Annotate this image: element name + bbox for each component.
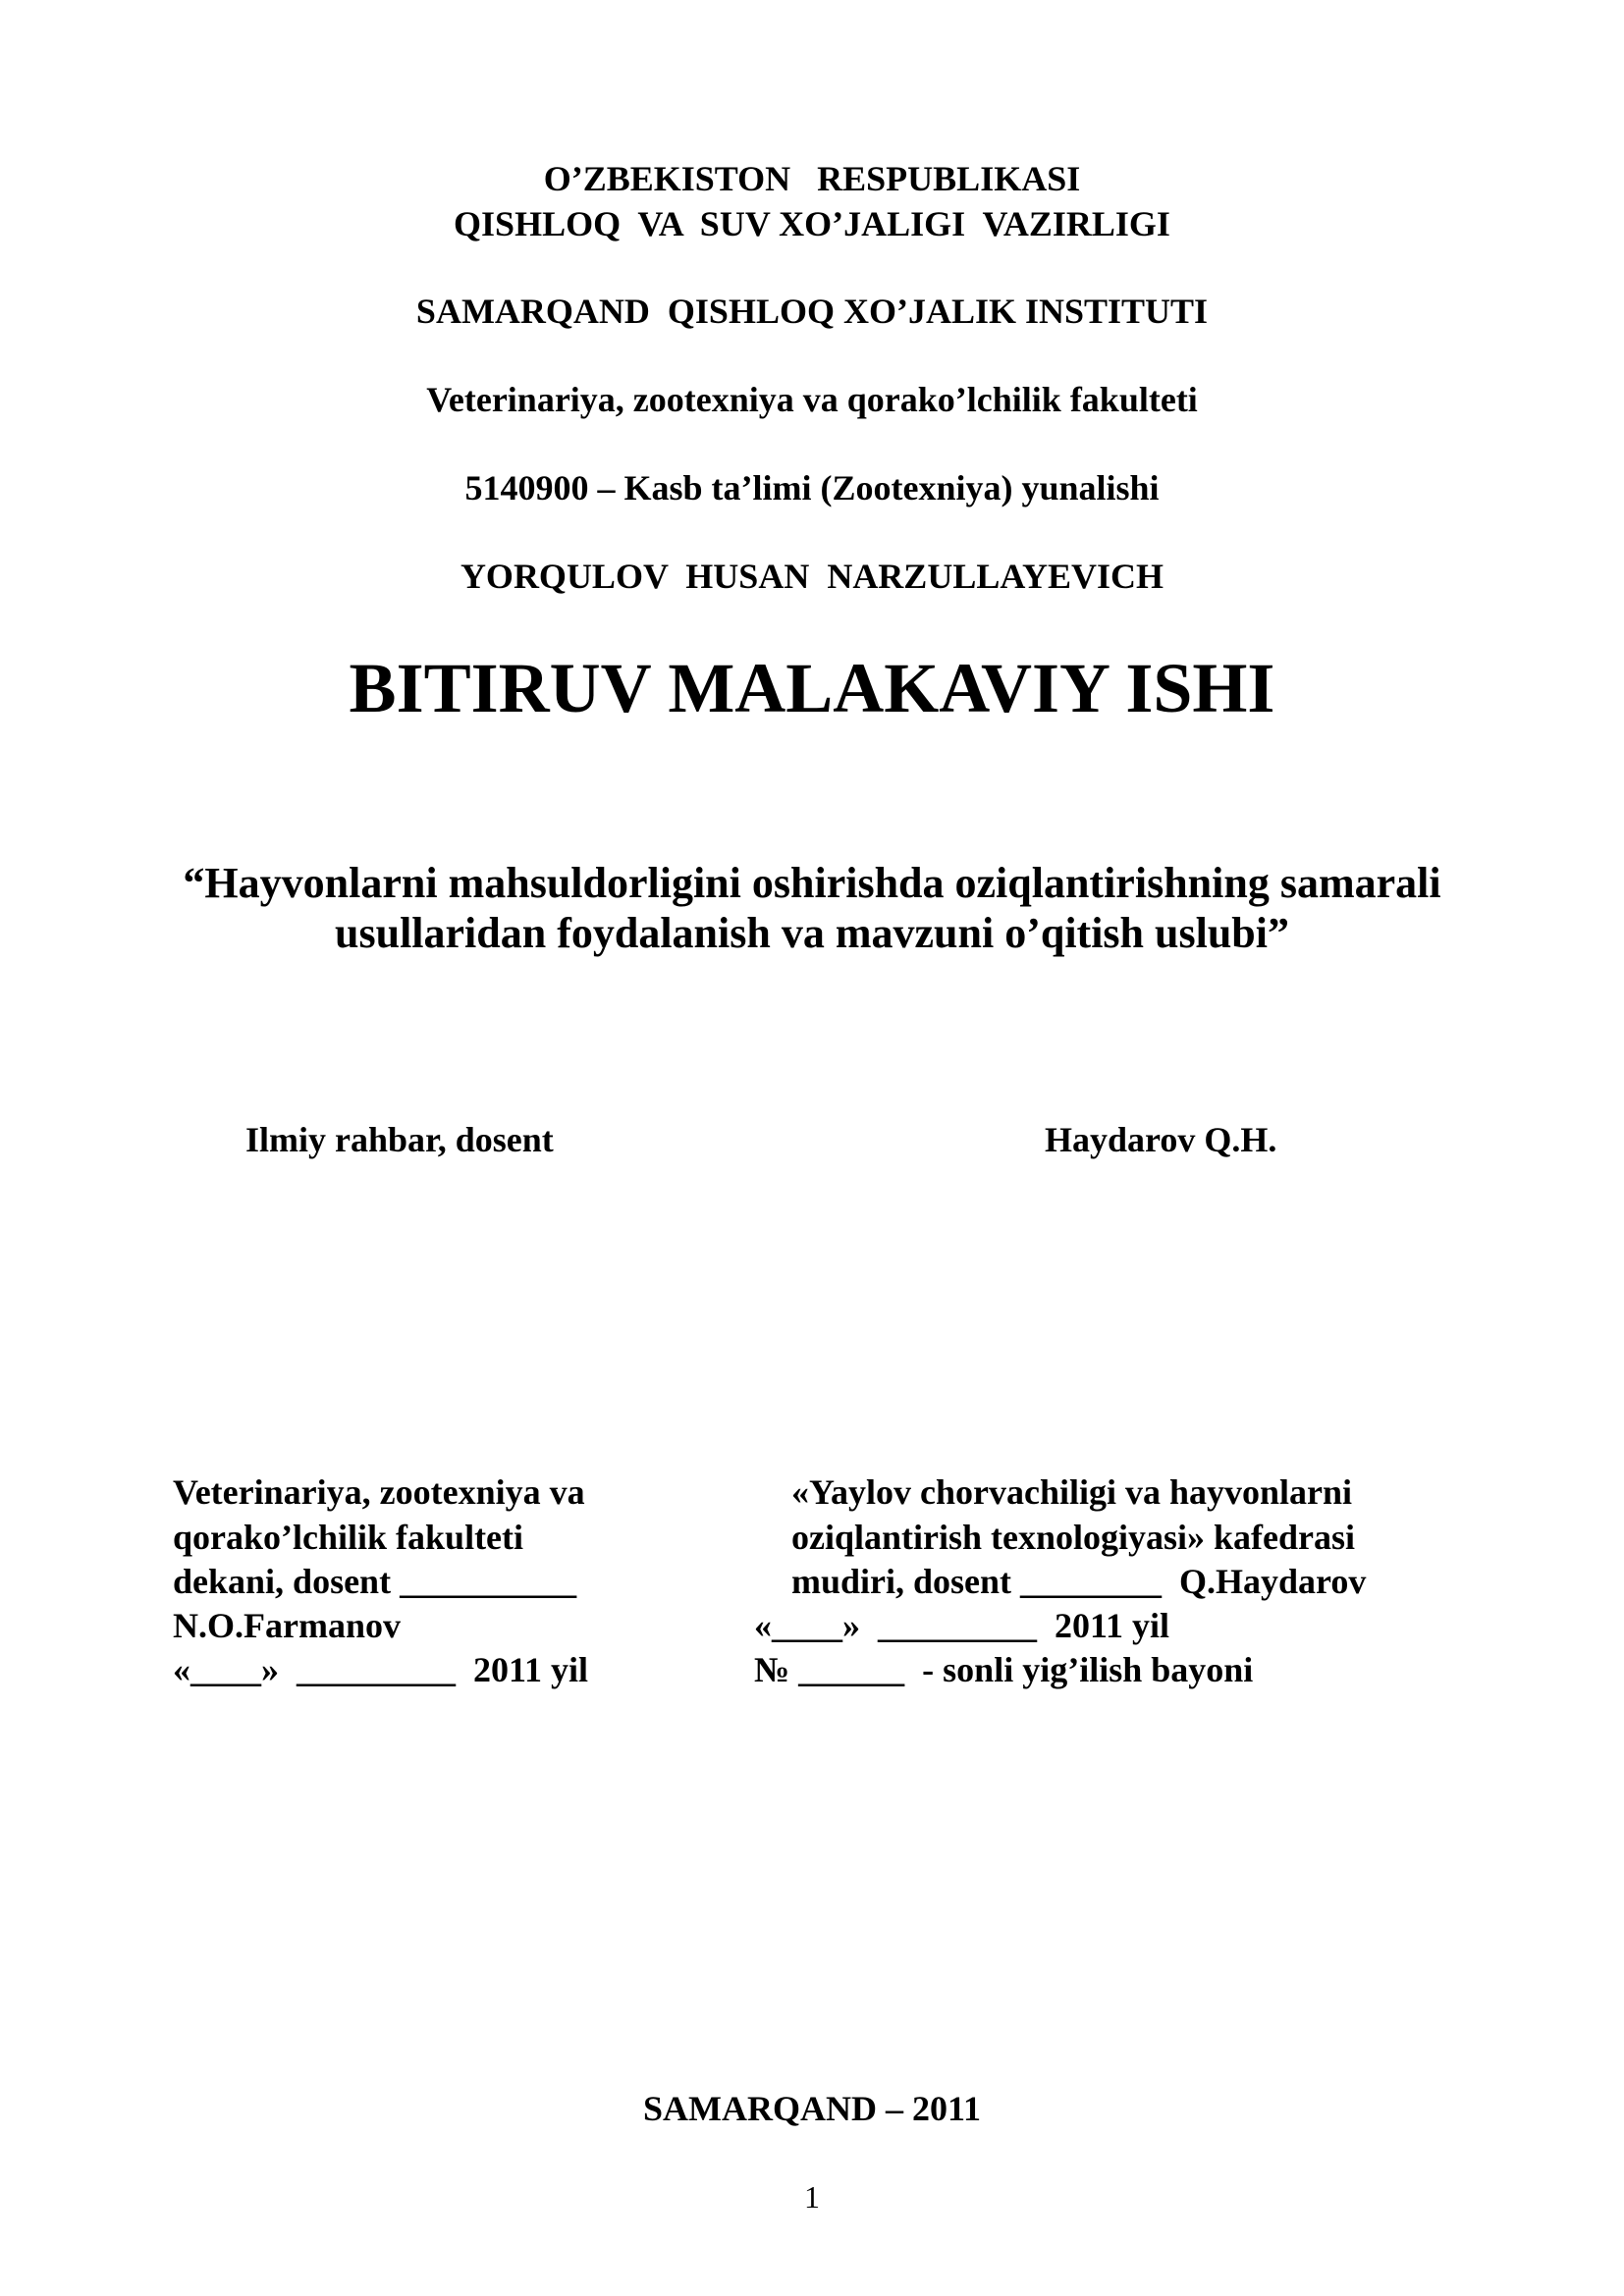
dean-line-4: N.O.Farmanov <box>173 1606 401 1645</box>
dean-line-2: qorako’lchilik fakulteti <box>173 1518 524 1557</box>
page-number: 1 <box>804 2179 820 2215</box>
supervisor-name: Haydarov Q.H. <box>1045 1120 1277 1159</box>
header-institute: SAMARQAND QISHLOQ XO’JALIK INSTITUTI <box>415 292 1209 331</box>
header-ministry: QISHLOQ VA SUV XO’JALIGI VAZIRLIGI <box>454 204 1170 243</box>
dean-line-1: Veterinariya, zootexniya va <box>173 1472 585 1512</box>
author-name: YORQULOV HUSAN NARZULLAYEVICH <box>460 557 1164 596</box>
chair-line-1: «Yaylov chorvachiligi va hayvonlarni <box>791 1472 1353 1512</box>
topic-line-1: “Hayvonlarni mahsuldorligini oshirishda oziqlantirishning samarali <box>183 859 1441 907</box>
supervisor-label: Ilmiy rahbar, dosent <box>245 1120 554 1159</box>
header-program: 5140900 – Kasb ta’limi (Zootexniya) yunalishi <box>464 468 1160 507</box>
dean-line-5: «____» _________ 2011 yil <box>173 1650 589 1689</box>
place-year: SAMARQAND – 2011 <box>642 2089 981 2128</box>
chair-line-2: oziqlantirish texnologiyasi» kafedrasi <box>791 1518 1356 1557</box>
chair-line-3: mudiri, dosent ________ Q.Haydarov <box>791 1562 1367 1601</box>
chair-line-4: «____» _________ 2011 yil <box>754 1606 1170 1645</box>
header-faculty: Veterinariya, zootexniya va qorako’lchilik fakulteti <box>426 380 1198 419</box>
dean-line-3: dekani, dosent __________ <box>173 1562 577 1601</box>
chair-line-5: № ______ - sonli yig’ilish bayoni <box>754 1650 1254 1689</box>
document-title: BITIRUV MALAKAVIY ISHI <box>349 649 1275 727</box>
header-republic: O’ZBEKISTON RESPUBLIKASI <box>543 159 1081 198</box>
topic-line-2: usullaridan foydalanish va mavzuni o’qitish uslubi” <box>335 909 1289 957</box>
